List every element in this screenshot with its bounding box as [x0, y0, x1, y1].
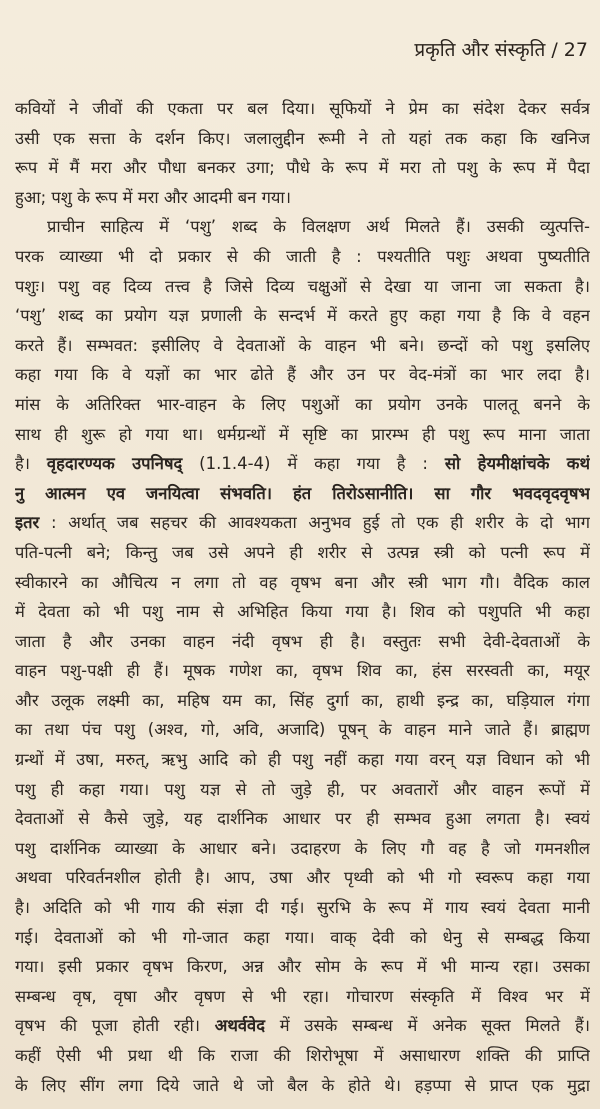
text-line — [15, 686, 590, 716]
text-segment: : अर्थात् जब सहचर की आवश्यकता अनुभव हुई तो एक ही शरीर के दो भाग — [39, 513, 590, 533]
body-text — [15, 94, 590, 1100]
text-segment: उसी एक सत्ता के दर्शन किए। जलालुद्दीन रूमी ने तो यहां तक कहा कि खनिज — [15, 128, 590, 148]
text-segment: गया। इसी प्रकार वृषभ किरण, अन्न और सोम के रूप में भी मान्य रहा। उसका — [15, 957, 590, 977]
text-segment: वाहन पशु-पक्षी ही हैं। मूषक गणेश का, वृषभ शिव का, हंस सरस्वती का, मयूर — [15, 661, 590, 681]
text-line — [15, 390, 590, 420]
text-segment: देवताओं से कैसे जुड़े, यह दार्शनिक आधार पर ही सम्भव हुआ लगता है। स्वयं — [15, 809, 590, 829]
text-line — [15, 360, 590, 390]
text-segment: मांस के अतिरिक्त भार-वाहन के लिए पशुओं का प्रयोग उनके पालतू बनने के — [15, 394, 590, 414]
text-line — [15, 952, 590, 982]
text-segment: पशुः। पशु वह दिव्य तत्त्व है जिसे दिव्य चक्षुओं से देखा या जाना जा सकता है। — [15, 276, 590, 296]
text-line — [15, 479, 590, 509]
text-line — [15, 301, 590, 331]
text-segment: पति-पत्नी बने; किन्तु जब उसे अपने ही शरीर से उत्पन्न स्त्री को पत्नी रूप में — [15, 542, 590, 562]
text-segment: कहा गया कि वे यज्ञों का भार ढोते हैं और उन पर वेद-मंत्रों का भार लदा है। — [15, 365, 590, 385]
text-line — [15, 153, 590, 183]
text-line — [15, 1011, 590, 1041]
text-segment: के लिए सींग लगा दिये जाते थे जो बैल के होते थे। हड़प्पा से प्राप्त एक मुद्रा — [15, 1075, 590, 1095]
bold-text-segment: सो हेयमीक्षांचके कथं — [444, 454, 590, 474]
text-line — [15, 242, 590, 272]
text-segment: है। अदिति को भी गाय की संज्ञा दी गई। सुरभि के रूप में गाय स्वयं देवता मानी — [15, 898, 590, 918]
text-line — [15, 331, 590, 361]
running-header: प्रकृति और संस्कृति / 27 — [414, 39, 588, 61]
text-segment: साथ ही शुरू हो गया था। धर्मग्रन्थों में सृष्टि का प्रारम्भ ही पशु रूप माना जाता — [15, 424, 590, 444]
text-line — [15, 420, 590, 450]
text-segment: सम्बन्ध वृष, वृषा और वृषण से भी रहा। गोचारण संस्कृति में विश्व भर में — [15, 986, 590, 1006]
text-segment: पशु ही कहा गया। पशु यज्ञ से तो जुड़े ही, पर अवतारों और वाहन रूपों में — [15, 779, 590, 799]
text-line — [15, 212, 590, 242]
text-line — [15, 893, 590, 923]
text-segment: परक व्याख्या भी दो प्रकार से की जाती है : पश्यतीति पशुः अथवा पुष्यतीति — [15, 246, 590, 266]
text-line — [15, 568, 590, 598]
text-line — [15, 745, 590, 775]
text-line — [15, 923, 590, 953]
text-segment: गई। देवताओं को भी गो-जात कहा गया। वाक् देवी को धेनु से सम्बद्ध किया — [15, 927, 590, 947]
text-line — [15, 1071, 590, 1101]
text-segment: वृषभ की पूजा होती रही। — [15, 1016, 215, 1036]
text-segment: कवियों ने जीवों की एकता पर बल दिया। सूफियों ने प्रेम का संदेश देकर सर्वत्र — [15, 99, 590, 118]
text-line — [15, 538, 590, 568]
text-segment: और उलूक लक्ष्मी का, महिष यम का, सिंह दुर्गा का, हाथी इन्द्र का, घड़ियाल गंगा — [15, 690, 590, 710]
text-line — [15, 183, 590, 213]
bold-text-segment: वृहदारण्यक उपनिषद् — [46, 454, 183, 474]
text-line — [15, 982, 590, 1012]
text-segment: हुआ; पशु के रूप में मरा और आदमी बन गया। — [15, 187, 291, 207]
text-segment: रूप में मैं मरा और पौधा बनकर उगा; पौधे के रूप में मरा तो पशु के रूप में पैदा — [15, 158, 590, 178]
text-segment: (1.1.4-4) में कहा गया है : — [182, 454, 445, 474]
text-segment: में उसके सम्बन्ध में अनेक सूक्त मिलते हैं। — [265, 1016, 590, 1036]
bold-text-segment: अथर्ववेद — [214, 1016, 265, 1036]
text-line — [15, 94, 590, 124]
text-segment: करते हैं। सम्भवत: इसीलिए वे देवताओं के वाहन भी बने। छन्दों को पशु इसलिए — [15, 335, 590, 355]
text-line — [15, 449, 590, 479]
text-line — [15, 804, 590, 834]
text-line — [15, 775, 590, 805]
text-segment: पशु दार्शनिक व्याख्या के आधार बने। उदाहरण के लिए गौ वह है जो गमनशील — [15, 838, 590, 858]
text-segment: ग्रन्थों में उषा, मरुत्, ऋभु आदि को ही पशु नहीं कहा गया वरन् यज्ञ विधान को भी — [15, 750, 590, 770]
text-segment: है। — [15, 454, 47, 474]
text-line — [15, 272, 590, 302]
text-line — [15, 124, 590, 154]
text-segment: अथवा परिवर्तनशील होती है। आप, उषा और पृथ्वी को भी गो स्वरूप कहा गया — [15, 868, 590, 888]
bold-text-segment: इतर — [15, 513, 40, 533]
text-line — [15, 834, 590, 864]
text-line — [15, 597, 590, 627]
text-segment: प्राचीन साहित्य में ‘पशु’ शब्द के विलक्षण अर्थ मिलते हैं। उसकी व्युत्पत्ति- — [47, 217, 590, 237]
text-segment: ‘पशु’ शब्द का प्रयोग यज्ञ प्रणाली के सन्दर्भ में करते हुए कहा गया है कि वे वहन — [15, 306, 590, 326]
text-line — [15, 715, 590, 745]
text-line — [15, 627, 590, 657]
text-line — [15, 656, 590, 686]
text-segment: का तथा पंच पशु (अश्व, गो, अवि, अजादि) पूषन् के वाहन माने जाते हैं। ब्राह्मण — [15, 720, 590, 740]
text-segment: कहीं ऐसी भी प्रथा थी कि राजा की शिरोभूषा में असाधारण शक्ति की प्राप्ति — [15, 1046, 590, 1065]
text-line — [15, 508, 590, 538]
text-segment: जाता है और उनका वाहन नंदी वृषभ ही है। वस्तुतः सभी देवी-देवताओं के — [15, 631, 590, 651]
bold-text-segment: नु आत्मन एव जनयित्वा संभवति। हंत तिरोऽसानीति। सा गौर भवदवृदवृषभ — [15, 483, 590, 503]
text-segment: स्वीकारने का औचित्य न लगा तो वह वृषभ बना और स्त्री भाग गौ। वैदिक काल — [15, 572, 590, 592]
text-segment: में देवता को भी पशु नाम से अभिहित किया गया है। शिव को पशुपति भी कहा — [15, 602, 590, 622]
text-line — [15, 1041, 590, 1071]
text-line — [15, 863, 590, 893]
